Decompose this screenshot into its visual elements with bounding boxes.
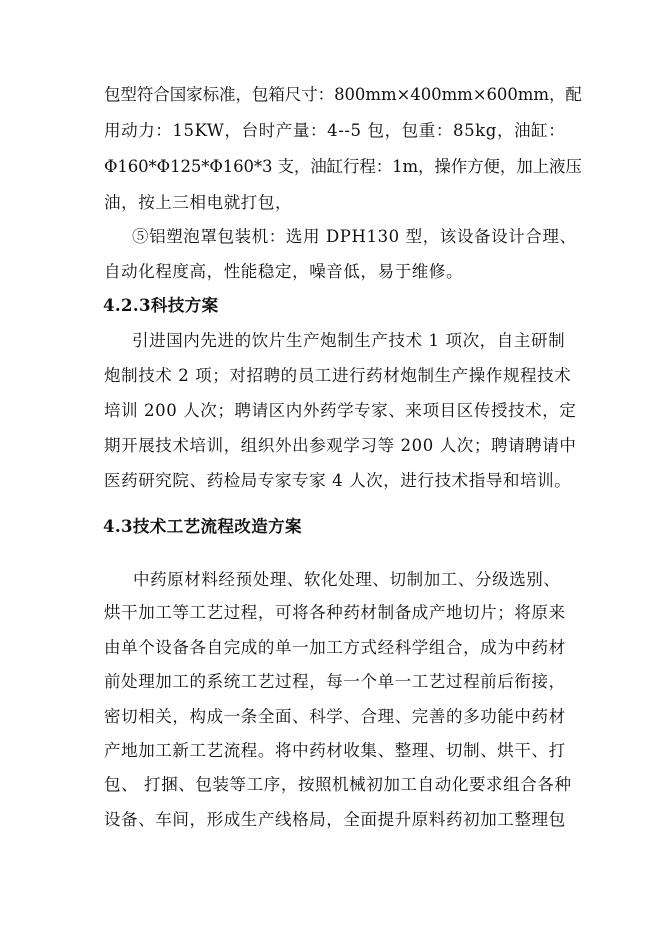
body-text-line: 包型符合国家标准，包箱尺寸：800mm×400mm×600mm，配 bbox=[104, 85, 582, 104]
body-text-line: 密切相关，构成一条全面、科学、合理、完善的多功能中药材 bbox=[104, 707, 566, 726]
body-text-line: 用动力：15KW，台时产量：4--5 包，包重：85kg，油缸： bbox=[104, 121, 566, 140]
body-text-line: 中药原材料经预处理、软化处理、切制加工、分级选别、 bbox=[133, 570, 561, 589]
body-text-line: 引进国内先进的饮片生产炮制生产技术 1 项次，自主研制 bbox=[132, 331, 566, 350]
body-text-line: 设备、车间，形成生产线格局，全面提升原料药初加工整理包 bbox=[104, 810, 566, 829]
body-text-line: 包、 打捆、包装等工序，按照机械初加工自动化要求组合各种 bbox=[104, 775, 572, 794]
body-text-line: Φ160*Φ125*Φ160*3 支，油缸行程：1m，操作方便，加上液压 bbox=[104, 157, 582, 176]
body-text-line: 自动化程度高，性能稳定，噪音低，易于维修。 bbox=[104, 262, 464, 281]
body-text-line: 医药研究院、药检局专家专家 4 人次，进行技术指导和培训。 bbox=[104, 471, 572, 490]
body-text-line: 油，按上三相电就打包， bbox=[104, 193, 293, 212]
body-text-line: 前处理加工的系统工艺过程，每一个单一工艺过程前后衔接， bbox=[104, 672, 566, 691]
body-text-line: 炮制技术 2 项；对招聘的员工进行药材炮制生产操作规程技术 bbox=[104, 366, 572, 385]
body-text-line: 产地加工新工艺流程。将中药材收集、整理、切制、烘干、打 bbox=[104, 741, 566, 760]
section-heading: 4.2.3科技方案 bbox=[103, 296, 219, 315]
body-text-line: 培训 200 人次；聘请区内外药学专家、来项目区传授技术，定 bbox=[104, 401, 577, 420]
body-text-line: 期开展技术培训，组织外出参观学习等 200 人次；聘请聘请中 bbox=[104, 436, 577, 455]
body-text-line: ⑤铝塑泡罩包装机：选用 DPH130 型，该设备设计合理、 bbox=[132, 227, 577, 246]
section-heading: 4.3技术工艺流程改造方案 bbox=[103, 517, 302, 536]
body-text-line: 由单个设备各自完成的单一加工方式经科学组合，成为中药材 bbox=[104, 638, 566, 657]
body-text-line: 烘干加工等工艺过程，可将各种药材制备成产地切片；将原来 bbox=[104, 603, 566, 622]
